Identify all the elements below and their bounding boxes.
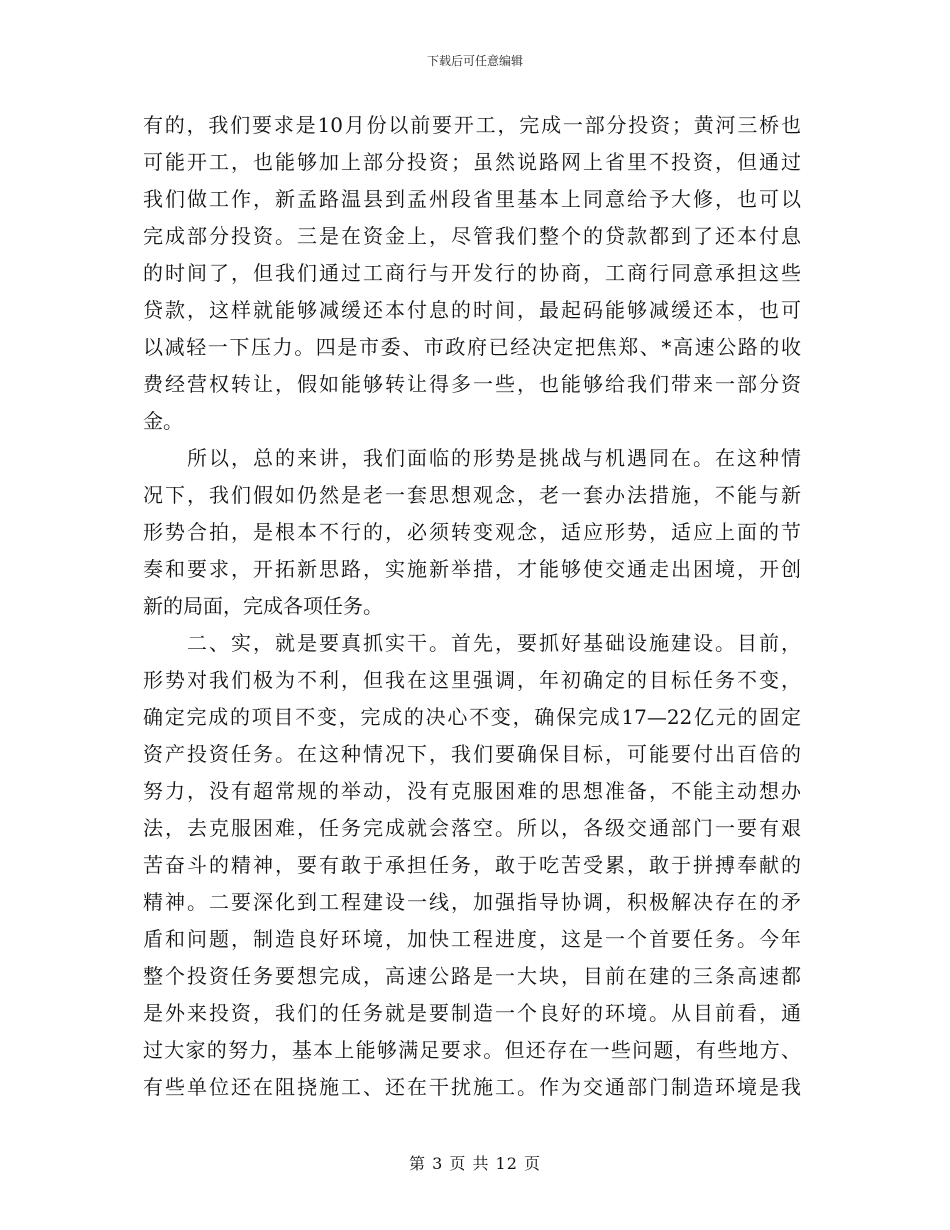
text-line: 贷款，这样就能够减缓还本付息的时间，最起码能够减缓还本，也可: [143, 298, 801, 322]
text-line: 的时间了，但我们通过工商行与开发行的协商，工商行同意承担这些: [143, 261, 801, 285]
text-line: 苦奋斗的精神，要有敢于承担任务，敢于吃苦受累，敢于拼搏奉献的: [143, 853, 801, 877]
text-line: 形势对我们极为不利，但我在这里强调，年初确定的目标任务不变，: [143, 668, 801, 692]
text-line: 二、实，就是要真抓实干。首先，要抓好基础设施建设。目前，: [187, 631, 801, 655]
text-line: 盾和问题，制造良好环境，加快工程进度，这是一个首要任务。今年: [143, 927, 801, 951]
text-line: 过大家的努力，基本上能够满足要求。但还存在一些问题，有些地方、: [143, 1038, 801, 1062]
text-line: 新的局面，完成各项任务。: [143, 594, 383, 618]
text-line: 费经营权转让，假如能够转让得多一些，也能够给我们带来一部分资: [143, 372, 801, 396]
text-line: 我们做工作，新孟路温县到孟州段省里基本上同意给予大修，也可以: [143, 187, 801, 211]
text-line: 整个投资任务要想完成，高速公路是一大块，目前在建的三条高速都: [143, 964, 801, 988]
text-line: 况下，我们假如仍然是老一套思想观念，老一套办法措施，不能与新: [143, 483, 801, 507]
text-line: 有些单位还在阻挠施工、还在干扰施工。作为交通部门制造环境是我: [143, 1075, 801, 1099]
text-line: 形势合拍，是根本不行的，必须转变观念，适应形势，适应上面的节: [143, 520, 801, 544]
text-line: 以减轻一下压力。四是市委、市政府已经决定把焦郑、*高速公路的收: [143, 335, 801, 359]
text-line: 可能开工，也能够加上部分投资；虽然说路网上省里不投资，但通过: [143, 150, 801, 174]
text-line: 资产投资任务。在这种情况下，我们要确保目标，可能要付出百倍的: [143, 742, 801, 766]
text-line: 是外来投资，我们的任务就是要制造一个良好的环境。从目前看，通: [143, 1001, 801, 1025]
text-line: 法，去克服困难，任务完成就会落空。所以，各级交通部门一要有艰: [143, 816, 801, 840]
text-line: 有的，我们要求是10月份以前要开工，完成一部分投资；黄河三桥也: [143, 113, 801, 137]
text-line: 精神。二要深化到工程建设一线，加强指导协调，积极解决存在的矛: [143, 890, 801, 914]
text-line: 金。: [143, 409, 183, 433]
text-line: 努力，没有超常规的举动，没有克服困难的思想准备，不能主动想办: [143, 779, 801, 803]
text-line: 完成部分投资。三是在资金上，尽管我们整个的贷款都到了还本付息: [143, 224, 801, 248]
text-line: 所以，总的来讲，我们面临的形势是挑战与机遇同在。在这种情: [187, 446, 801, 470]
page-footer: 第 3 页 共 12 页: [409, 1154, 541, 1173]
text-line: 确定完成的项目不变，完成的决心不变，确保完成17—22亿元的固定: [143, 705, 801, 729]
page-header: 下载后可任意编辑: [426, 54, 523, 68]
document-body: [143, 107, 801, 1106]
text-line: 奏和要求，开拓新思路，实施新举措，才能够使交通走出困境，开创: [143, 557, 801, 581]
